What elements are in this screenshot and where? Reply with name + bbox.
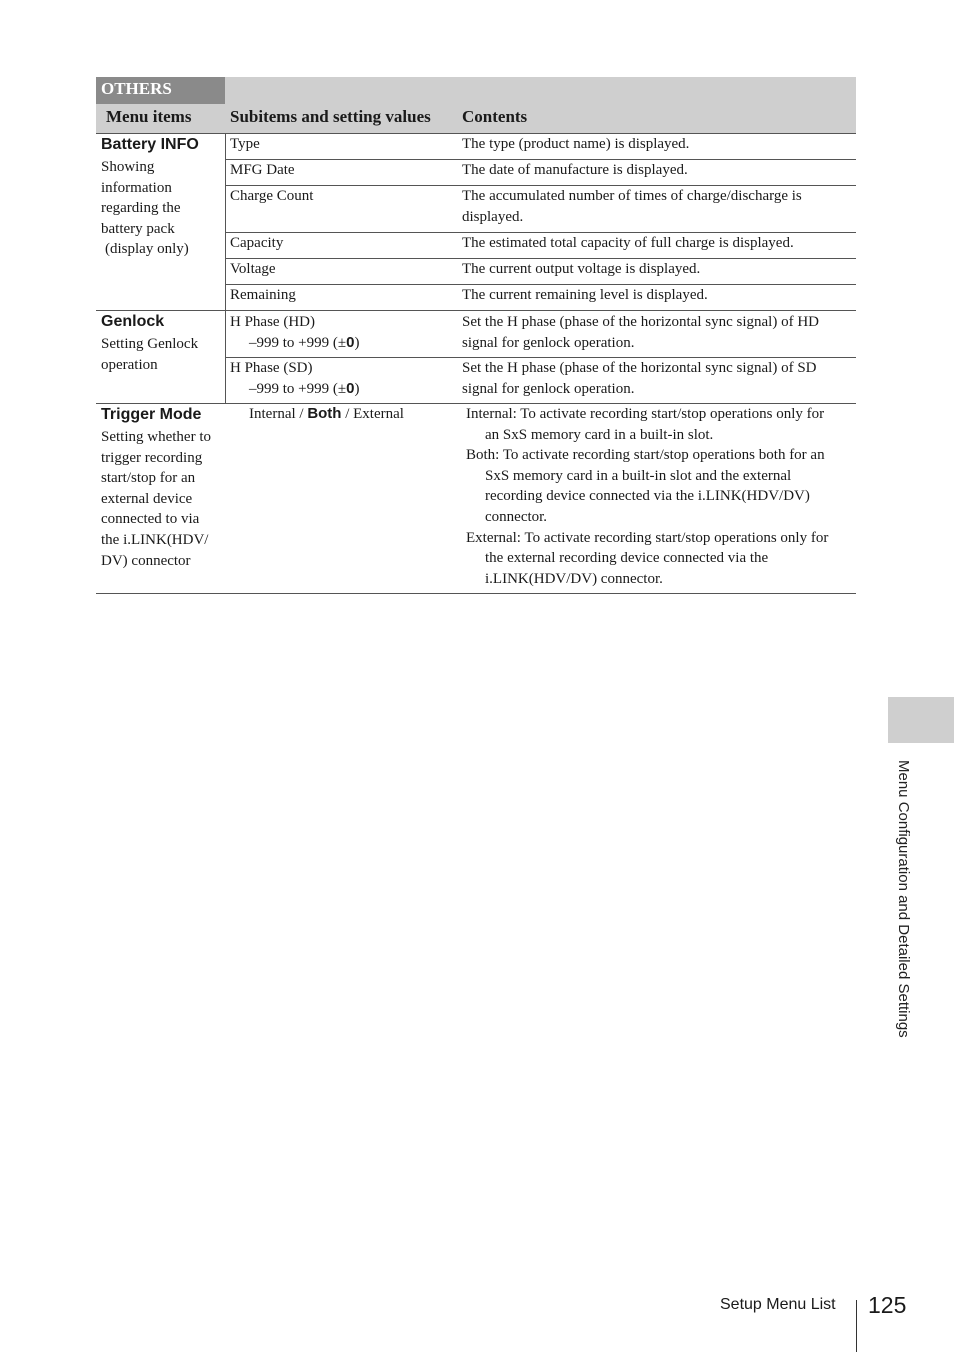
section-tab-label: OTHERS xyxy=(101,79,172,98)
option-internal: Internal xyxy=(249,406,296,422)
trigger-mode-options: Internal / Both / External xyxy=(249,405,404,422)
h-phase-hd-range: –999 to +999 (±0) xyxy=(249,333,360,351)
content-capacity: The estimated total capacity of full charge is displayed. xyxy=(462,235,794,251)
battery-info-desc: Showing information regarding the battery pack (display only) xyxy=(101,159,189,258)
genlock-title: Genlock xyxy=(101,313,165,330)
trigger-mode-contents xyxy=(466,404,828,589)
subitem-charge-count: Charge Count xyxy=(230,188,314,204)
subitem-remaining: Remaining xyxy=(230,287,296,303)
subitem-capacity: Capacity xyxy=(230,235,284,251)
content-h-phase-hd: Set the H phase (phase of the horizontal sync signal) of HD signal for genlock operation. xyxy=(462,314,819,351)
rule-group xyxy=(96,310,856,311)
content-type: The type (product name) is displayed. xyxy=(462,136,690,152)
subitem-h-phase-sd: H Phase (SD) –999 to +999 (±0) xyxy=(230,358,359,399)
option-both-default: Both xyxy=(307,405,342,422)
header-subitems: Subitems and setting values xyxy=(230,107,431,126)
trigger-mode-desc: Setting whether to trigger recording start/stop for an external device connected to via the i.LINK(HDV/ DV) connector xyxy=(101,429,211,569)
subitem-type: Type xyxy=(230,136,260,152)
footer-divider xyxy=(856,1300,857,1352)
content-both: Both: To activate recording start/stop operations both for an SxS memory card in a built-in slot and the external recording device connected via the i.LINK(HDV/DV) connector. xyxy=(466,447,825,525)
content-external: External: To activate recording start/stop operations only for the external recording device connected via the i.LINK(HDV/DV) connector. xyxy=(466,529,829,587)
content-internal: Internal: To activate recording start/stop operations only for an SxS memory card in a built-in slot. xyxy=(466,406,825,443)
header-menu-items: Menu items xyxy=(106,107,192,126)
footer-section-label: Setup Menu List xyxy=(720,1296,836,1313)
content-remaining: The current remaining level is displayed. xyxy=(462,287,708,303)
option-external: External xyxy=(353,406,404,422)
chapter-side-label: Menu Configuration and Detailed Settings xyxy=(895,760,912,1038)
content-charge-count: The accumulated number of times of charge/discharge is displayed. xyxy=(462,188,802,225)
subitem-voltage: Voltage xyxy=(230,261,276,277)
h-phase-sd-range: –999 to +999 (±0) xyxy=(249,379,360,397)
rule-table-bottom xyxy=(96,593,856,594)
trigger-mode-title: Trigger Mode xyxy=(101,406,202,423)
battery-info-title: Battery INFO xyxy=(101,136,199,153)
column-divider xyxy=(225,310,226,403)
chapter-thumb-tab xyxy=(888,697,954,743)
content-voltage: The current output voltage is displayed. xyxy=(462,261,701,277)
content-mfg-date: The date of manufacture is displayed. xyxy=(462,162,688,178)
page-number: 125 xyxy=(868,1292,907,1318)
header-contents: Contents xyxy=(462,107,528,126)
content-h-phase-sd: Set the H phase (phase of the horizontal sync signal) of SD signal for genlock operation. xyxy=(462,360,817,397)
subitem-h-phase-hd: H Phase (HD) –999 to +999 (±0) xyxy=(230,312,359,353)
subitem-mfg-date: MFG Date xyxy=(230,162,295,178)
column-divider xyxy=(225,133,226,310)
genlock-desc: Setting Genlock operation xyxy=(101,336,199,373)
